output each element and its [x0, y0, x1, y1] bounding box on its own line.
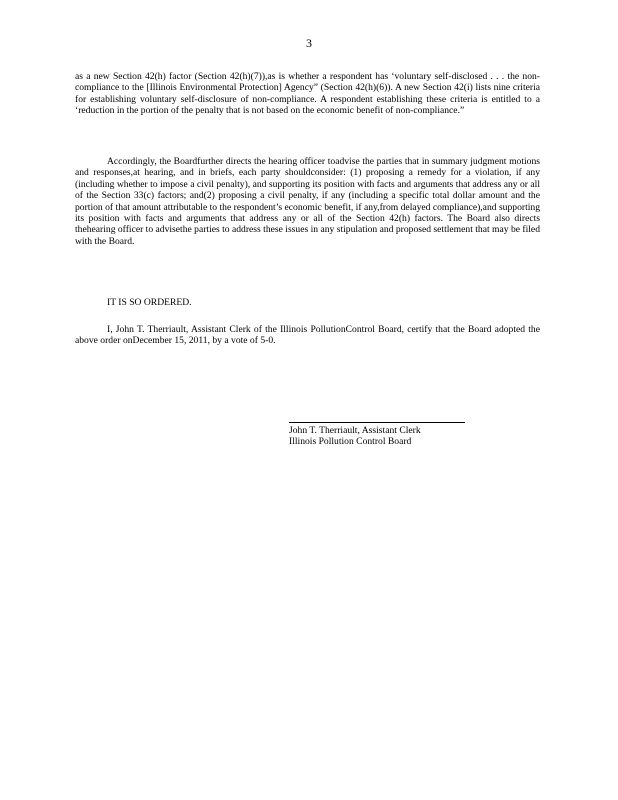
- paragraph-hearing-directions: Accordingly, the Boardfurther directs the hearing officer toadvise the parties that in summary judgment motions and responses,at hearing, and in briefs, each party shouldconsider: (1) proposing a remedy for a violation, if any (including whether to impose a civil penalty), and supporting its position with facts and arguments that address any or all of the Section 33(c) factors; and(2) proposing a civil penalty, if any (including a specific total dollar amount and the portion of that amount attributable to the respondent’s economic benefit, if any,from delayed compliance),and supporting its position with facts and arguments that address any or all of the Section 42(h) factors. The Board also directs thehearing officer to advisethe parties to address these issues in any stipulation and proposed settlement that may be filed with the Board.: [75, 156, 540, 247]
- signature-block: [289, 425, 509, 448]
- paragraph-certification: I, John T. Therriault, Assistant Clerk of the Illinois PollutionControl Board, certify that the Board adopted the above order onDecember 15, 2011, by a vote of 5-0.: [75, 324, 540, 347]
- signature-name-title: John T. Therriault, Assistant Clerk: [289, 425, 421, 436]
- paragraph-so-ordered: IT IS SO ORDERED.: [107, 297, 192, 308]
- signature-line: [289, 422, 465, 423]
- page-number: 3: [306, 36, 312, 50]
- paragraph-penalty-factors: as a new Section 42(h) factor (Section 42(h)(7)),as is whether a respondent has ‘voluntary self-disclosed . . . the non-compliance to the [Illinois Environmental Protection] Agency” (Section 42(h)(6)). A new Section 42(i) lists nine criteria for establishing voluntary self-disclosure of non-compliance. A respondent establishing these criteria is entitled to a ‘reduction in the portion of the penalty that is not based on the economic benefit of non-compliance.”: [75, 71, 540, 117]
- signature-organization: Illinois Pollution Control Board: [289, 436, 412, 448]
